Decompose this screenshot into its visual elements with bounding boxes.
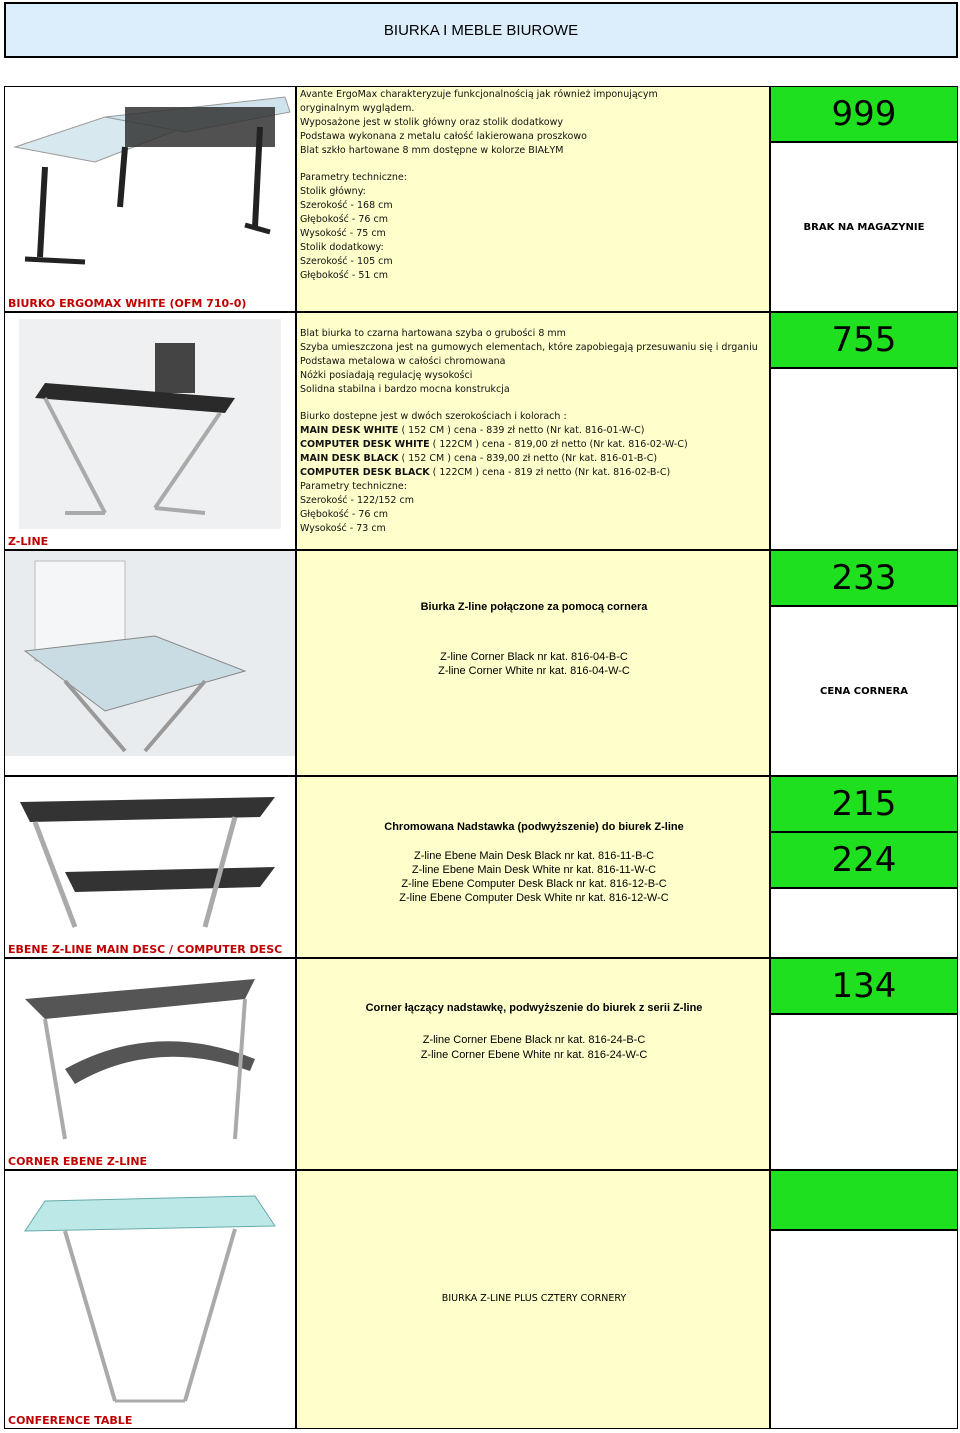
price-zline: 755 (770, 312, 958, 368)
product-label-corner-ebene: CORNER EBENE Z-LINE (8, 1155, 148, 1168)
price-ebene-main: 215 (770, 776, 958, 832)
desc-line: Głębokość - 76 cm (300, 214, 388, 226)
corner-ebene-item: Z-line Corner Ebene Black nr kat. 816-24-B-C (422, 1034, 646, 1046)
variant-line (300, 438, 766, 452)
desc-line: Biurko dostepne jest w dwóch szerokościach i kolorach : (300, 411, 567, 423)
desc-line: Podstawa wykonana z metalu całość lakierowana proszkowo (300, 130, 587, 142)
desc-line: Parametry techniczne: (300, 480, 407, 492)
desc-line: Solidna stabilna i bardzo mocna konstrukcja (300, 383, 510, 395)
ebene-image (4, 776, 296, 958)
empty-cell (770, 368, 958, 550)
stock-note: BRAK NA MAGAZYNIE (770, 142, 958, 312)
spacer (300, 158, 766, 172)
desc-line: Wysokość - 75 cm (300, 228, 386, 240)
desc-line: Wyposażone jest w stolik główny oraz stolik dodatkowy (300, 116, 563, 128)
variant-detail: ( 122CM ) cena - 819,00 zł netto (Nr kat. 816-02-W-C) (429, 439, 688, 451)
desc-line: Szerokość - 168 cm (300, 200, 393, 212)
empty-cell (770, 888, 958, 958)
desc-line: Blat biurka to czarna hartowana szyba o grubości 8 mm (300, 328, 566, 339)
ebene-item: Z-line Ebene Main Desk White nr kat. 816-11-W-C (411, 864, 657, 876)
ergomax-image (4, 86, 296, 312)
product-label-zline: Z-LINE (8, 535, 49, 548)
corner-ebene-image (4, 958, 296, 1170)
variant-name: COMPUTER DESK WHITE (300, 439, 430, 451)
variant-line (300, 452, 766, 466)
price-ergomax: 999 (770, 86, 958, 142)
ebene-item: Z-line Ebene Main Desk Black nr kat. 816-11-B-C (413, 850, 655, 862)
desc-line: Szerokość - 122/152 cm (300, 494, 414, 506)
conference-image (4, 1170, 296, 1429)
variant-name: MAIN DESK WHITE (300, 425, 399, 437)
product-label-ebene: EBENE Z-LINE MAIN DESC / COMPUTER DESC (8, 943, 283, 956)
desc-line: Blat szkło hartowane 8 mm dostępne w kolorze BIAŁYM (300, 144, 564, 156)
corner-price-note: CENA CORNERA (770, 606, 958, 776)
conference-description (296, 1170, 770, 1429)
page-title: BIURKA I MEBLE BIUROWE (4, 2, 958, 58)
ebene-title: Chromowana Nadstawka (podwyższenie) do biurek Z-line (384, 821, 684, 833)
corner-item: Z-line Corner Black nr kat. 816-04-B-C (440, 651, 628, 663)
ebene-description (296, 776, 770, 958)
variant-line (300, 424, 766, 438)
desc-line: Głębokość - 76 cm (300, 508, 388, 520)
desc-line: Avante ErgoMax charakteryzuje funkcjonalnością jak również imponującym (300, 89, 658, 100)
ebene-item: Z-line Ebene Computer Desk White nr kat. 816-12-W-C (399, 892, 669, 904)
empty-cell (770, 1014, 958, 1170)
corner-item: Z-line Corner White nr kat. 816-04-W-C (438, 665, 630, 677)
corner-ebene-item: Z-line Corner Ebene White nr kat. 816-24-W-C (420, 1049, 648, 1061)
corner-description (296, 550, 770, 776)
variant-detail: ( 122CM ) cena - 819 zł netto (Nr kat. 816-02-B-C) (429, 467, 671, 479)
product-label-conference: CONFERENCE TABLE (8, 1414, 133, 1427)
desc-line: Szyba umieszczona jest na gumowych elementach, które zapobiegają przesuwaniu się i drganiu (300, 341, 758, 353)
price-conference-empty (770, 1170, 958, 1230)
desc-line: Parametry techniczne: (300, 172, 407, 184)
variant-line (300, 466, 766, 480)
empty-cell (770, 1230, 958, 1429)
spacer (300, 397, 766, 411)
variant-name: MAIN DESK BLACK (300, 453, 399, 465)
corner-ebene-title: Corner łączący nadstawkę, podwyższenie do biurek z serii Z-line (365, 1002, 703, 1014)
desc-line: Stolik dodatkowy: (300, 241, 384, 253)
variant-detail: ( 152 CM ) cena - 839,00 zł netto (Nr kat. 816-01-B-C) (398, 453, 658, 465)
desc-line: Wysokość - 73 cm (300, 522, 386, 534)
corner-title: Biurka Z-line połączone za pomocą cornera (420, 601, 648, 613)
price-ebene-computer: 224 (770, 832, 958, 888)
desc-line: oryginalnym wyglądem. (300, 102, 415, 114)
price-corner: 233 (770, 550, 958, 606)
ebene-item: Z-line Ebene Computer Desk Black nr kat. 816-12-B-C (401, 878, 667, 890)
price-corner-ebene: 134 (770, 958, 958, 1014)
corner-ebene-description (296, 958, 770, 1170)
variant-detail: ( 152 CM ) cena - 839 zł netto (Nr kat. 816-01-W-C) (398, 425, 645, 437)
zline-image (4, 312, 296, 550)
conference-note: BIURKA Z-LINE PLUS CZTERY CORNERY (441, 1293, 627, 1304)
zline-description (296, 312, 770, 550)
variant-name: COMPUTER DESK BLACK (300, 467, 430, 479)
ergomax-description (296, 86, 770, 312)
product-label-ergomax: BIURKO ERGOMAX WHITE (OFM 710-0) (8, 297, 247, 310)
corner-image (4, 550, 296, 776)
desc-line: Głębokość - 51 cm (300, 269, 388, 281)
desc-line: Stolik główny: (300, 186, 366, 198)
desc-line: Podstawa metalowa w całości chromowana (300, 355, 506, 367)
desc-line: Szerokość - 105 cm (300, 255, 393, 267)
desc-line: Nóżki posiadają regulację wysokości (300, 369, 473, 381)
